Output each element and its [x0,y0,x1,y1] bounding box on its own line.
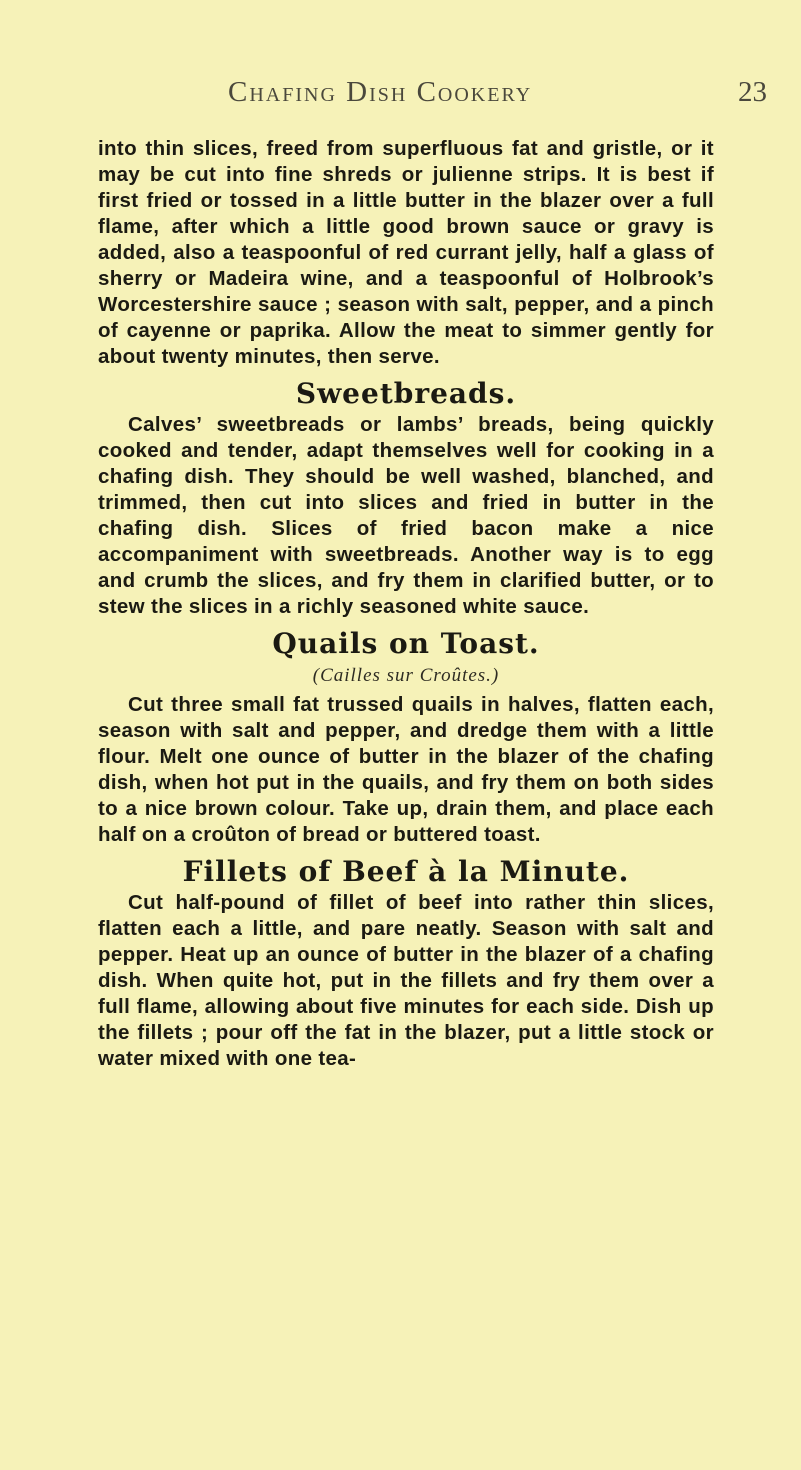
section-paragraph-sweetbreads: Calves’ sweetbreads or lambs’ breads, being quickly cooked and tender, adapt themselves well for cooking in a chafing dish. They should be well washed, blanched, and trimmed, then cut into slices and fried in butter in the chafing dish. Slices of fried bacon make a nice accompaniment with sweetbreads. Another way is to egg and crumb the slices, and fry them in clarified butter, or to stew the slices in a richly seasoned white sauce. [98,413,714,618]
body-text [98,136,714,1072]
intro-paragraph: into thin slices, freed from superfluous fat and gristle, or it may be cut into fine shreds or julienne strips. It is best if first fried or tossed in a little butter in the blazer over a full flame, after which a little good brown sauce or gravy is added, also a teaspoonful of red currant jelly, half a glass of sherry or Madeira wine, and a teaspoonful of Holbrook’s Worcestershire sauce ; season with salt, pepper, and a pinch of cayenne or paprika. Allow the meat to simmer gently for about twenty minutes, then serve. [98,137,714,368]
section-heading-fillets: Fillets of Beef à la Minute. [182,855,630,888]
page-number: 23 [738,76,767,108]
running-head [0,70,801,120]
section-paragraph-fillets: Cut half-pound of fillet of beef into rather thin slices, flatten each a little, and pare neatly. Season with salt and pepper. Heat up an ounce of butter in the blazer of a chafing dish. When quite hot, put in the fillets and fry them over a full flame, allowing about five minutes for each side. Dish up the fillets ; pour off the fat in the blazer, put a little stock or water mixed with one tea- [98,891,714,1070]
section-subheading-quails: (Cailles sur Croûtes.) [312,665,500,686]
section-heading-quails: Quails on Toast. [272,627,540,660]
section-paragraph-quails: Cut three small fat trussed quails in halves, flatten each, season with salt and pepper, and dredge them with a little flour. Melt one ounce of butter in the blazer of the chafing dish, when hot put in the quails, and fry them on both sides to a nice brown colour. Take up, drain them, and place each half on a croûton of bread or buttered toast. [98,693,714,846]
section-heading-sweetbreads: Sweetbreads. [295,377,517,410]
running-title: Chafing Dish Cookery [228,76,533,108]
